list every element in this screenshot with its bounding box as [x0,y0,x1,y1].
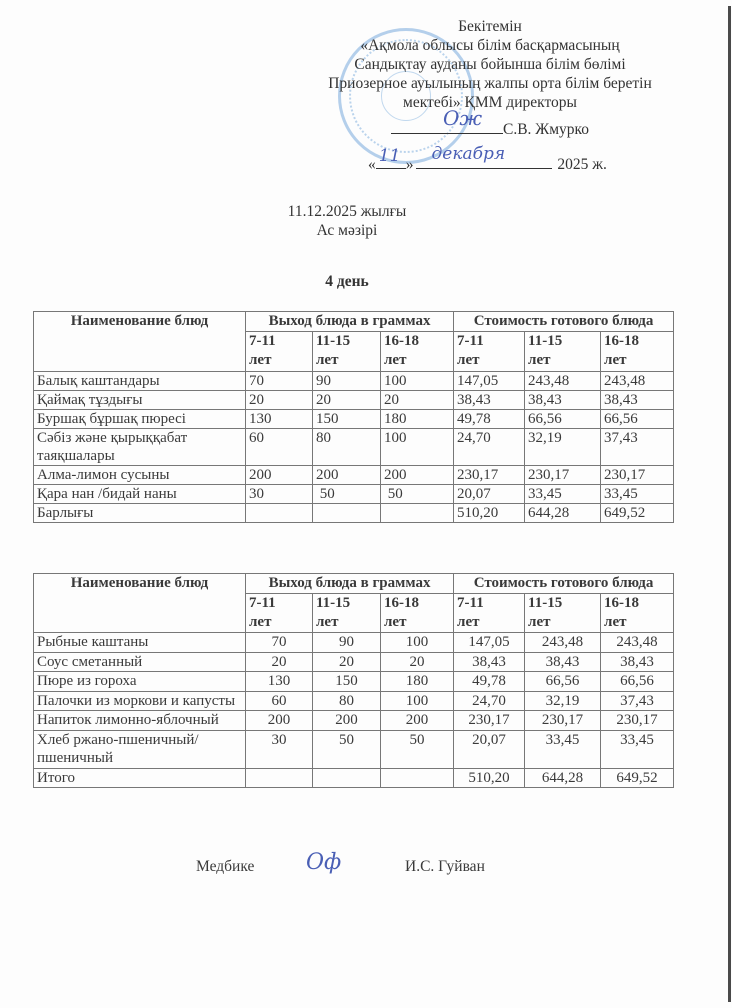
table-total-row [34,504,674,523]
cost-value: 66,56 [601,672,674,692]
cost-value: 243,48 [525,372,601,391]
cost-value: 644,28 [525,768,601,788]
cost-value: 33,45 [525,485,601,504]
yield-grams: 80 [313,429,381,466]
dish-name: Пюре из гороха [34,672,246,692]
dish-name: Балық каштандары [34,372,246,391]
dish-name: Сәбіз және қырыққабат таяқшалары [34,429,246,466]
cost-value: 20,07 [454,730,525,768]
cost-value: 230,17 [454,711,525,731]
table-row [34,691,674,711]
quote-close: » [405,156,414,173]
header-age: 7-11 лет [246,332,313,372]
cost-value: 230,17 [601,466,674,485]
cost-value: 20,07 [454,485,525,504]
header-age: 11-15 лет [525,594,601,633]
yield-grams: 70 [246,372,313,391]
day-label: 4 день [325,273,369,290]
cost-value: 147,05 [454,372,525,391]
header-dish-name: Наименование блюд [34,574,246,633]
cost-value: 38,43 [601,652,674,672]
menu-table-kz [33,311,674,523]
header-age: 11-15 лет [313,594,381,633]
yield-grams [313,504,381,523]
date-day: 11 [378,146,401,166]
cost-value: 32,19 [525,691,601,711]
cost-value: 32,19 [525,429,601,466]
cost-value: 38,43 [454,652,525,672]
dish-name: Напиток лимонно-яблочный [34,711,246,731]
cost-value: 38,43 [525,652,601,672]
cost-value: 38,43 [601,391,674,410]
cost-value: 644,28 [525,504,601,523]
table-row [34,410,674,429]
yield-grams: 50 [313,485,381,504]
header-yield: Выход блюда в граммах [246,574,454,594]
header-age: 16-18 лет [601,594,674,633]
cost-value: 243,48 [525,633,601,653]
yield-grams: 180 [381,672,454,692]
director-signature: Ож [443,106,483,130]
dish-name: Рыбные каштаны [34,633,246,653]
yield-grams [381,768,454,788]
cost-value: 33,45 [525,730,601,768]
month-line [416,144,552,169]
table-row [34,466,674,485]
yield-grams: 100 [381,429,454,466]
cost-value: 230,17 [601,711,674,731]
table-row [34,429,674,466]
table-row [34,391,674,410]
cost-value: 37,43 [601,691,674,711]
director-signature-row [290,106,690,139]
cost-value: 66,56 [525,410,601,429]
footer-role: Медбике [196,858,255,875]
yield-grams: 200 [313,711,381,731]
table-row [34,485,674,504]
table-row [34,672,674,692]
yield-grams: 50 [381,485,454,504]
header-yield: Выход блюда в граммах [246,312,454,332]
yield-grams: 200 [381,711,454,731]
approval-date [368,144,698,174]
menu-table-ru [33,573,674,788]
cost-value: 230,17 [525,711,601,731]
header-age: 16-18 лет [381,594,454,633]
yield-grams: 30 [246,485,313,504]
yield-grams [246,504,313,523]
yield-grams: 20 [381,652,454,672]
yield-grams: 60 [246,691,313,711]
cost-value: 230,17 [525,466,601,485]
table-total-row [34,768,674,788]
header-age: 16-18 лет [381,332,454,372]
menu-title: Ас мәзірі [316,222,378,239]
cost-value: 649,52 [601,504,674,523]
cost-value: 38,43 [454,391,525,410]
dish-name: Соус сметанный [34,652,246,672]
cost-value: 510,20 [454,768,525,788]
dish-name: Палочки из моркови и капусты [34,691,246,711]
dish-name: Қара нан /бидай наны [34,485,246,504]
yield-grams [246,768,313,788]
yield-grams: 200 [246,711,313,731]
yield-grams: 50 [313,730,381,768]
yield-grams: 60 [246,429,313,466]
yield-grams [381,504,454,523]
yield-grams: 100 [381,691,454,711]
yield-grams: 20 [246,391,313,410]
cost-value: 230,17 [454,466,525,485]
table-row [34,730,674,768]
cost-value: 33,45 [601,485,674,504]
yield-grams: 20 [246,652,313,672]
approval-line: Сандықтау ауданы бойынша білім бөлімі [354,56,626,73]
dish-name: Қаймақ тұздығы [34,391,246,410]
scan-edge [728,6,731,1002]
cost-value: 24,70 [454,429,525,466]
table-row [34,372,674,391]
cost-value: 33,45 [601,730,674,768]
dish-name: Хлеб ржано-пшеничный/пшеничный [34,730,246,768]
dish-name: Барлығы [34,504,246,523]
dish-name: Буршақ бұршақ пюресі [34,410,246,429]
cost-value: 147,05 [454,633,525,653]
yield-grams: 200 [381,466,454,485]
header-age: 7-11 лет [246,594,313,633]
header-age: 7-11 лет [454,332,525,372]
approval-line: Приозерное ауылының жалпы орта білім беретін [328,75,652,92]
approval-line: Бекітемін [458,18,522,35]
header-dish-name: Наименование блюд [34,312,246,372]
yield-grams: 20 [381,391,454,410]
yield-grams: 30 [246,730,313,768]
approval-line: «Ақмола облысы білім басқармасының [360,37,620,54]
cost-value: 38,43 [525,391,601,410]
yield-grams: 20 [313,652,381,672]
quote-open: « [368,156,376,173]
cost-value: 24,70 [454,691,525,711]
yield-grams: 90 [313,633,381,653]
table-row [34,652,674,672]
approval-line: мектебі» ҚММ директоры [403,94,577,111]
table-row [34,633,674,653]
day-line [376,146,406,169]
yield-grams: 150 [313,672,381,692]
yield-grams: 80 [313,691,381,711]
header-age: 11-15 лет [525,332,601,372]
yield-grams: 180 [381,410,454,429]
yield-grams: 200 [246,466,313,485]
yield-grams: 50 [381,730,454,768]
yield-grams: 130 [246,410,313,429]
footer-name: И.С. Гуйван [405,858,485,875]
date-month: декабря [431,144,506,164]
yield-grams: 130 [246,672,313,692]
cost-value: 37,43 [601,429,674,466]
medic-signature: Оф [306,850,342,875]
yield-grams: 70 [246,633,313,653]
yield-grams: 150 [313,410,381,429]
yield-grams: 100 [381,633,454,653]
cost-value: 49,78 [454,672,525,692]
menu-date: 11.12.2025 жылғы [287,203,407,220]
cost-value: 649,52 [601,768,674,788]
date-year: 2025 ж. [557,156,607,173]
cost-value: 243,48 [601,633,674,653]
cost-value: 49,78 [454,410,525,429]
yield-grams: 20 [313,391,381,410]
dish-name: Алма-лимон сусыны [34,466,246,485]
signature-line [391,106,503,134]
approval-block [290,17,690,139]
yield-grams: 90 [313,372,381,391]
cost-value: 66,56 [525,672,601,692]
dish-name: Итого [34,768,246,788]
header-age: 16-18 лет [601,332,674,372]
cost-value: 66,56 [601,410,674,429]
director-name: С.В. Жмурко [503,121,589,138]
yield-grams [313,768,381,788]
yield-grams: 200 [313,466,381,485]
header-age: 7-11 лет [454,594,525,633]
header-cost: Стоимость готового блюда [454,312,674,332]
table-row [34,711,674,731]
header-age: 11-15 лет [313,332,381,372]
cost-value: 243,48 [601,372,674,391]
cost-value: 510,20 [454,504,525,523]
yield-grams: 100 [381,372,454,391]
header-cost: Стоимость готового блюда [454,574,674,594]
